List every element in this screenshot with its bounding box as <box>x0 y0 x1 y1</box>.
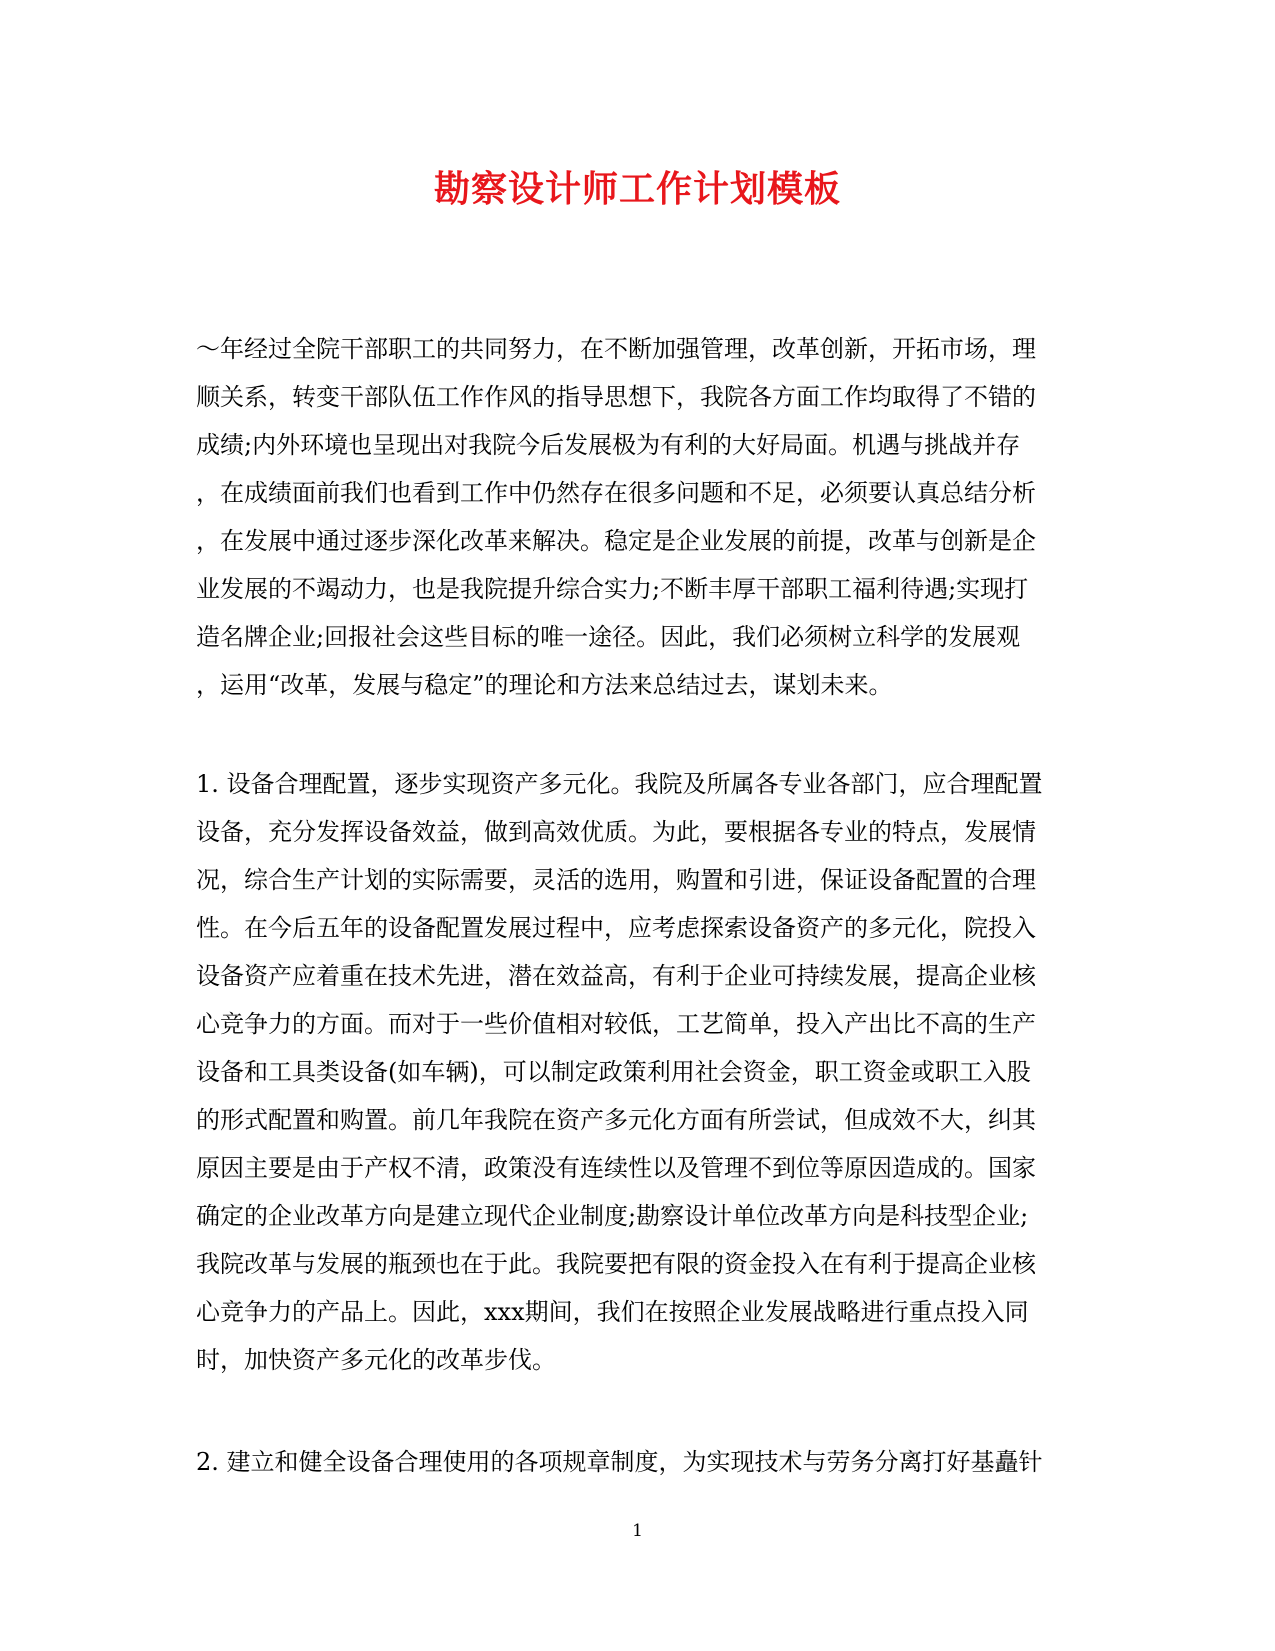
page-number: 1 <box>632 1521 643 1541</box>
paragraph-line: 心竞争力的产品上。因此，xxx期间，我们在按照企业发展战略进行重点投入同 <box>196 1298 1029 1326</box>
paragraph-line: 顺关系，转变干部队伍工作作风的指导思想下，我院各方面工作均取得了不错的 <box>196 383 1036 411</box>
paragraph-line: 况，综合生产计划的实际需要，灵活的选用，购置和引进，保证设备配置的合理 <box>196 866 1036 894</box>
paragraph-line: 原因主要是由于产权不清，政策没有连续性以及管理不到位等原因造成的。国家 <box>196 1154 1036 1182</box>
paragraph-line: 我院改革与发展的瓶颈也在于此。我院要把有限的资金投入在有利于提高企业核 <box>196 1250 1036 1278</box>
paragraph-item-1 <box>196 760 1076 1384</box>
paragraph-line: 的形式配置和购置。前几年我院在资产多元化方面有所尝试，但成效不大，纠其 <box>196 1106 1036 1134</box>
paragraph-line: 设备，充分发挥设备效益，做到高效优质。为此，要根据各专业的特点，发展情 <box>196 818 1036 846</box>
paragraph-line: 业发展的不竭动力，也是我院提升综合实力;不断丰厚干部职工福利待遇;实现打 <box>196 575 1029 603</box>
paragraph-line: 心竞争力的方面。而对于一些价值相对较低，工艺简单，投入产出比不高的生产 <box>196 1010 1036 1038</box>
paragraph-line: 设备资产应着重在技术先进，潜在效益高，有利于企业可持续发展，提高企业核 <box>196 962 1036 990</box>
paragraph-line: 2. 建立和健全设备合理使用的各项规章制度，为实现技术与劳务分离打好基矗针 <box>196 1448 1043 1476</box>
document-title: 勘察设计师工作计划模板 <box>433 168 841 210</box>
paragraph-line: 时，加快资产多元化的改革步伐。 <box>196 1346 556 1374</box>
paragraph-line: ，在成绩面前我们也看到工作中仍然存在很多问题和不足，必须要认真总结分析 <box>196 479 1036 507</box>
paragraph-line: ，运用“改革，发展与稳定”的理论和方法来总结过去，谋划未来。 <box>196 671 893 699</box>
paragraph-line: 成绩;内外环境也呈现出对我院今后发展极为有利的大好局面。机遇与挑战并存 <box>196 431 1021 459</box>
paragraph-line: 确定的企业改革方向是建立现代企业制度;勘察设计单位改革方向是科技型企业; <box>196 1202 1029 1230</box>
paragraph-intro <box>196 325 1076 709</box>
paragraph-line: 1. 设备合理配置，逐步实现资产多元化。我院及所属各专业各部门，应合理配置 <box>196 770 1043 798</box>
paragraph-item-2 <box>196 1438 1076 1486</box>
paragraph-line: ，在发展中通过逐步深化改革来解决。稳定是企业发展的前提，改革与创新是企 <box>196 527 1036 555</box>
paragraph-line: 设备和工具类设备(如车辆)，可以制定政策利用社会资金，职工资金或职工入股 <box>196 1058 1031 1086</box>
paragraph-line: 造名牌企业;回报社会这些目标的唯一途径。因此，我们必须树立科学的发展观 <box>196 623 1021 651</box>
paragraph-line: 性。在今后五年的设备配置发展过程中，应考虑探索设备资产的多元化，院投入 <box>196 914 1036 942</box>
paragraph-line: ～年经过全院干部职工的共同努力，在不断加强管理，改革创新，开拓市场，理 <box>196 335 1036 363</box>
